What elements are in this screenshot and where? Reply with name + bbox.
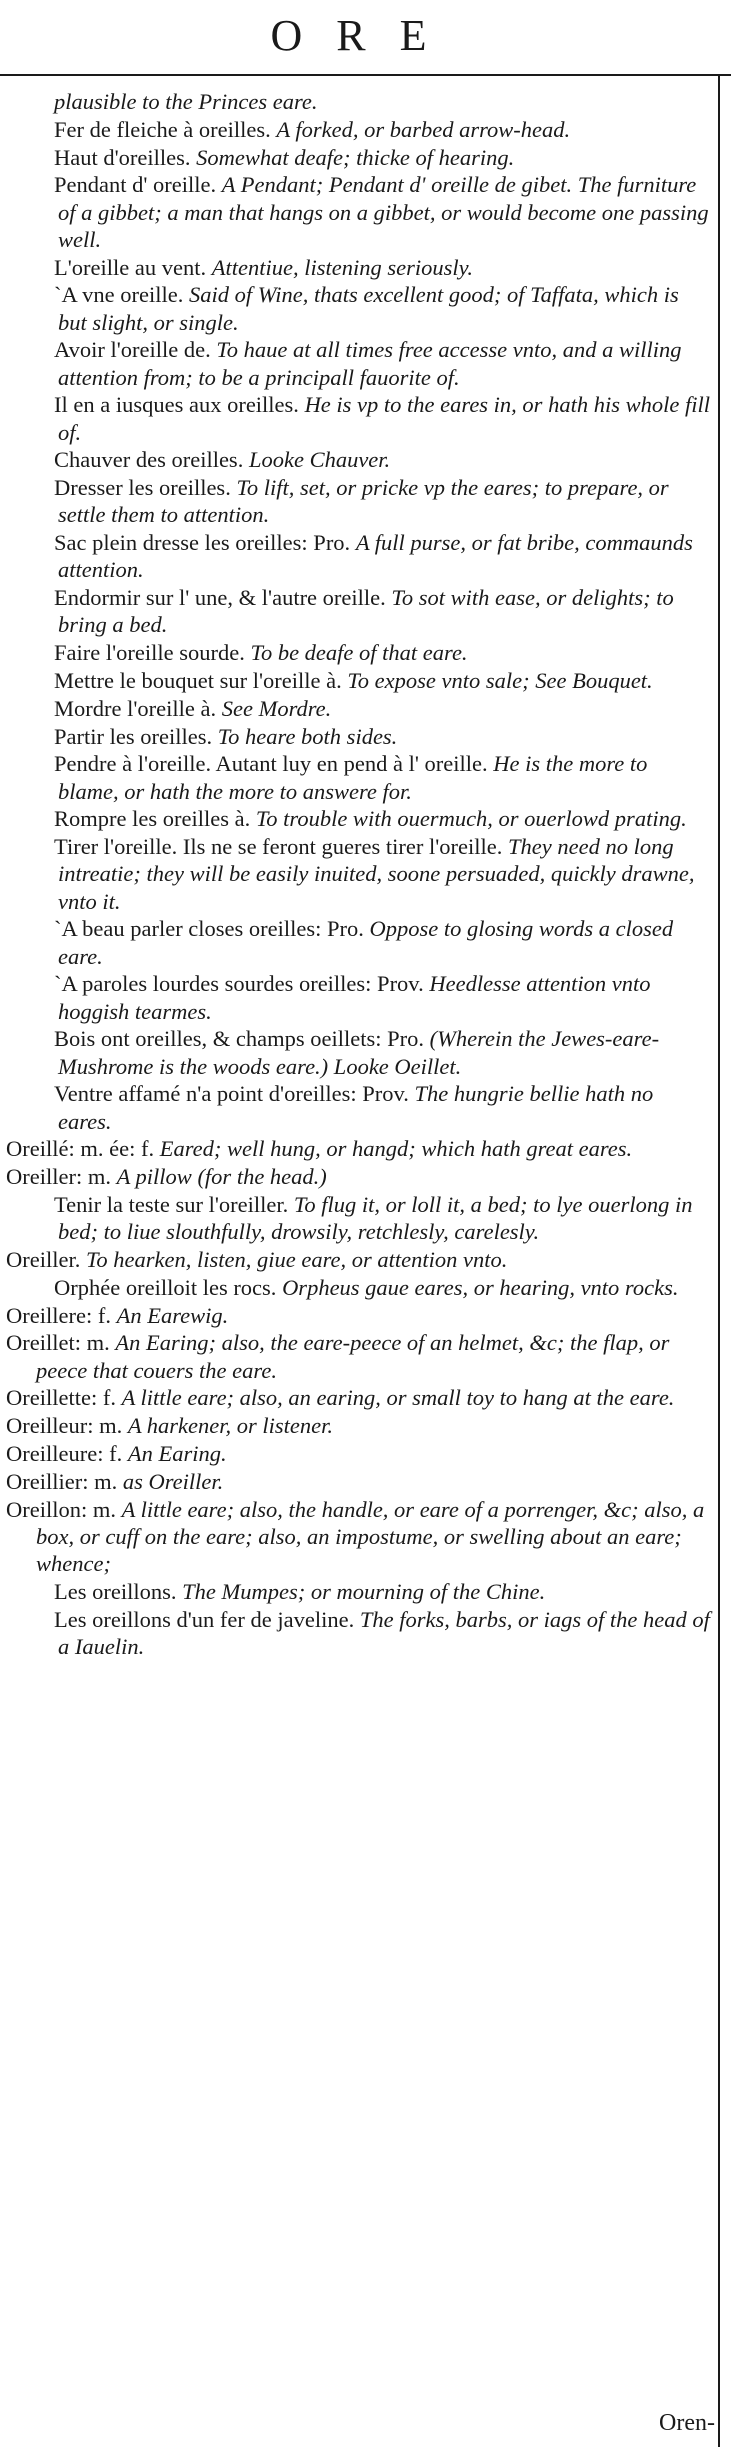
headword: `A paroles lourdes sourdes oreilles: Prov. bbox=[54, 971, 424, 997]
definition: A full purse, or fat bribe, commaunds attention. bbox=[58, 530, 693, 583]
dictionary-entry bbox=[0, 1384, 712, 1411]
dictionary-entry bbox=[0, 970, 712, 1024]
headword: Les oreillons. bbox=[54, 1578, 177, 1604]
headword: Chauver des oreilles. bbox=[54, 447, 244, 473]
definition: Heedlesse attention vnto hoggish tearmes. bbox=[58, 971, 651, 1024]
headword: Pendre à l'oreille. Autant luy en pend à l' oreille. bbox=[54, 751, 488, 777]
definition: plausible to the Princes eare. bbox=[54, 89, 318, 114]
definition: A little eare; also, the handle, or eare of a porrenger, &c; also, a box, or cuff on the eare; also, an impostume, or swelling about an eare; whence; bbox=[36, 1496, 705, 1576]
dictionary-entry bbox=[0, 1246, 712, 1273]
dictionary-entry bbox=[0, 667, 712, 694]
headword: Oreilleur: m. bbox=[6, 1413, 123, 1439]
definition: A pillow (for the head.) bbox=[116, 1164, 327, 1190]
dictionary-entry bbox=[0, 1302, 712, 1329]
definition: An Earing. bbox=[127, 1440, 227, 1466]
dictionary-entry bbox=[0, 750, 712, 804]
dictionary-entry bbox=[0, 446, 712, 473]
headword: L'oreille au vent. bbox=[54, 254, 207, 280]
headword: Bois ont oreilles, & champs oeillets: Pro. bbox=[54, 1026, 424, 1052]
definition: He is vp to the eares in, or hath his whole fill of. bbox=[58, 392, 710, 445]
definition: An Earing; also, the eare-peece of an helmet, &c; the flap, or peece that couers the eare. bbox=[36, 1330, 670, 1383]
definition: To lift, set, or pricke vp the eares; to prepare, or settle them to attention. bbox=[58, 475, 669, 528]
dictionary-entry bbox=[0, 1080, 712, 1134]
dictionary-entry bbox=[0, 336, 712, 390]
definition: A forked, or barbed arrow-head. bbox=[276, 116, 571, 142]
dictionary-entry bbox=[0, 88, 712, 115]
headword: Sac plein dresse les oreilles: Pro. bbox=[54, 530, 351, 556]
dictionary-entry bbox=[0, 116, 712, 143]
headword: Oreillier: m. bbox=[6, 1468, 118, 1494]
headword: Mettre le bouquet sur l'oreille à. bbox=[54, 667, 342, 693]
headword: Oreillere: f. bbox=[6, 1302, 111, 1328]
definition: To haue at all times free accesse vnto, and a willing attention from; to be a principall fauorite of. bbox=[58, 337, 682, 390]
definition: A harkener, or listener. bbox=[127, 1413, 334, 1439]
dictionary-entry bbox=[0, 1412, 712, 1439]
headword: Haut d'oreilles. bbox=[54, 144, 191, 170]
headword: Les oreillons d'un fer de javeline. bbox=[54, 1606, 355, 1632]
definition: They need no long intreatie; they will be easily inuited, soone persuaded, quickly drawne, vnto it. bbox=[58, 834, 695, 914]
header-rule bbox=[0, 74, 731, 76]
definition: To be deafe of that eare. bbox=[250, 640, 468, 666]
definition: Eared; well hung, or hangd; which hath great eares. bbox=[159, 1136, 633, 1162]
dictionary-entry bbox=[0, 1191, 712, 1245]
headword: Faire l'oreille sourde. bbox=[54, 640, 245, 666]
dictionary-entry bbox=[0, 1468, 712, 1495]
definition: Orpheus gaue eares, or hearing, vnto rocks. bbox=[282, 1274, 679, 1300]
headword: `A beau parler closes oreilles: Pro. bbox=[54, 916, 364, 942]
dictionary-entry bbox=[0, 833, 712, 915]
entry-list bbox=[0, 88, 712, 1661]
definition: Looke Chauver. bbox=[248, 447, 391, 473]
definition: To trouble with ouermuch, or ouerlowd prating. bbox=[255, 806, 687, 832]
dictionary-entry bbox=[0, 805, 712, 832]
definition: as Oreiller. bbox=[122, 1468, 224, 1494]
headword: Il en a iusques aux oreilles. bbox=[54, 392, 299, 418]
dictionary-entry bbox=[0, 695, 712, 722]
dictionary-entry bbox=[0, 529, 712, 583]
definition: To heare both sides. bbox=[217, 723, 398, 749]
catchword: Oren- bbox=[659, 2410, 715, 2436]
definition: Oppose to glosing words a closed eare. bbox=[58, 916, 674, 969]
definition: The hungrie bellie hath no eares. bbox=[58, 1081, 654, 1134]
headword: Oreillon: m. bbox=[6, 1496, 116, 1522]
definition: Said of Wine, thats excellent good; of Taffata, which is but slight, or single. bbox=[58, 282, 679, 335]
definition: To sot with ease, or delights; to bring a bed. bbox=[58, 585, 674, 638]
dictionary-entry bbox=[0, 1440, 712, 1467]
dictionary-entry bbox=[0, 1606, 712, 1660]
headword: Endormir sur l' une, & l'autre oreille. bbox=[54, 585, 386, 611]
definition: He is the more to blame, or hath the more to answere for. bbox=[58, 751, 648, 804]
headword: Fer de fleiche à oreilles. bbox=[54, 116, 271, 142]
dictionary-entry bbox=[0, 391, 712, 445]
dictionary-entry bbox=[0, 723, 712, 750]
definition: The forks, barbs, or iags of the head of a Iauelin. bbox=[58, 1606, 710, 1659]
headword: Oreillet: m. bbox=[6, 1330, 110, 1356]
dictionary-entry bbox=[0, 1496, 712, 1578]
headword: Oreiller. bbox=[6, 1246, 81, 1272]
dictionary-entry bbox=[0, 254, 712, 281]
definition: A Pendant; Pendant d' oreille de gibet. The furniture of a gibbet; a man that hangs on a gibbet, or would become one passing well. bbox=[58, 172, 709, 252]
headword: Oreiller: m. bbox=[6, 1164, 111, 1190]
dictionary-entry bbox=[0, 1578, 712, 1605]
dictionary-entry bbox=[0, 1329, 712, 1383]
headword: Mordre l'oreille à. bbox=[54, 695, 217, 721]
dictionary-entry bbox=[0, 474, 712, 528]
headword: Rompre les oreilles à. bbox=[54, 806, 251, 832]
headword: Dresser les oreilles. bbox=[54, 475, 231, 501]
dictionary-entry bbox=[0, 915, 712, 969]
definition: To expose vnto sale; See Bouquet. bbox=[347, 667, 653, 693]
dictionary-entry bbox=[0, 281, 712, 335]
headword: Ventre affamé n'a point d'oreilles: Prov. bbox=[54, 1081, 409, 1107]
definition: See Mordre. bbox=[221, 695, 332, 721]
definition: An Earewig. bbox=[116, 1302, 229, 1328]
headword: Oreillé: m. ée: f. bbox=[6, 1136, 155, 1162]
headword: Oreillette: f. bbox=[6, 1385, 116, 1411]
dictionary-entry bbox=[0, 1135, 712, 1162]
definition: The Mumpes; or mourning of the Chine. bbox=[182, 1578, 546, 1604]
definition: To hearken, listen, giue eare, or attention vnto. bbox=[85, 1246, 508, 1272]
definition: Somewhat deafe; thicke of hearing. bbox=[196, 144, 515, 170]
dictionary-entry bbox=[0, 639, 712, 666]
dictionary-entry bbox=[0, 1274, 712, 1301]
definition: To flug it, or loll it, a bed; to lye ouerlong in bed; to liue slouthfully, drowsily, retchlesly, carelesly. bbox=[58, 1191, 693, 1245]
headword: Avoir l'oreille de. bbox=[54, 337, 211, 363]
headword: Pendant d' oreille. bbox=[54, 172, 217, 198]
dictionary-entry bbox=[0, 171, 712, 253]
dictionary-entry bbox=[0, 1163, 712, 1190]
dictionary-entry bbox=[0, 144, 712, 171]
definition: Attentiue, listening seriously. bbox=[211, 254, 473, 280]
dictionary-entry bbox=[0, 584, 712, 638]
column-rule bbox=[718, 76, 720, 2447]
headword: Oreilleure: f. bbox=[6, 1440, 123, 1466]
definition: (Wherein the Jewes-eare-Mushrome is the woods eare.) Looke Oeillet. bbox=[58, 1026, 660, 1079]
headword: Tirer l'oreille. Ils ne se feront gueres tirer l'oreille. bbox=[54, 834, 503, 860]
headword: Orphée oreilloit les rocs. bbox=[54, 1274, 277, 1300]
dictionary-entry bbox=[0, 1025, 712, 1079]
headword: Tenir la teste sur l'oreiller. bbox=[54, 1191, 289, 1217]
running-head: ORE bbox=[270, 11, 461, 60]
headword: `A vne oreille. bbox=[54, 282, 184, 308]
definition: A little eare; also, an earing, or small toy to hang at the eare. bbox=[121, 1385, 675, 1411]
headword: Partir les oreilles. bbox=[54, 723, 213, 749]
